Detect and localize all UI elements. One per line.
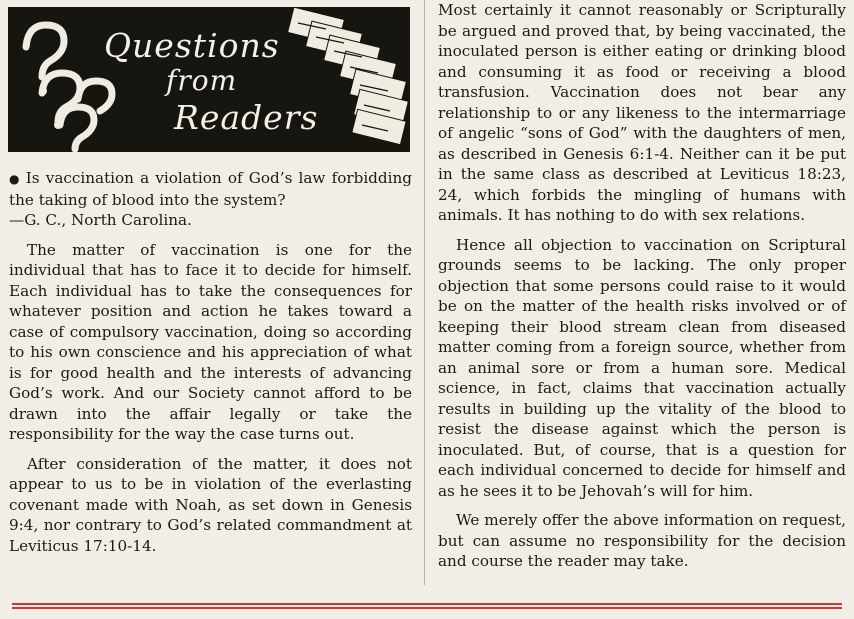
right-column [438,0,846,572]
questions-from-readers-banner [8,7,410,152]
left-column [9,168,412,556]
question-text: Is vaccination a violation of God’s law forbidding the taking of blood into the system? [9,169,412,209]
banner-title-questions: Questions [104,26,280,65]
banner-title-from: from [166,64,238,97]
column-divider [424,0,425,585]
reader-question [9,168,412,231]
answer-paragraph-2: After consideration of the matter, it does not appear to us to be in violation of the everlasting covenant made with Noah, as set down in Genesis 9:4, nor contrary to God’s related commandment at Leviticus 17:10-14. [9,454,412,555]
answer-paragraph-1: The matter of vaccination is one for the individual that has to face it to decide for himself. Each individual has to take the consequences for whatever position and action he takes toward a case of compulsory vaccination, doing so according to his own conscience and his appreciation of what is for good health and the interests of advancing God’s work. And our Society cannot afford to be drawn into the affair legally or take the responsibility for the way the case turns out. [9,240,412,443]
bottom-rule-bottom [12,607,842,609]
question-attribution: —G. C., North Carolina. [9,211,192,229]
bottom-rule-top [12,603,842,605]
banner-title-readers: Readers [174,98,319,137]
answer-paragraph-4: Hence all objection to vaccination on Scriptural grounds seems to be lacking. The only proper objection that some persons could raise to it would be on the matter of the health risks involved or of keeping their blood stream clean from diseased matter coming from a foreign source, whether from an animal sore or from a human sore. Medical science, in fact, claims that vaccination actually results in building up the vitality of the blood to resist the disease against which the person is inoculated. But, of course, that is a question for each individual concerned to decide for himself and as he sees it to be Jehovah’s will for him. [438,235,846,500]
answer-paragraph-3: Most certainly it cannot reasonably or Scripturally be argued and proved that, by being vaccinated, the inoculated person is either eating or drinking blood and consuming it as food or receiving a blood transfusion. Vaccination does not bear any relationship to or any likeness to the intermarriage of angelic “sons of God” with the daughters of men, as described in Genesis 6:1-4. Neither can it be put in the same class as described at Leviticus 18:23, 24, which forbids the mingling of humans with animals. It has nothing to do with sex relations. [438,1,846,224]
bullet-icon: ● [9,172,21,186]
answer-paragraph-5: We merely offer the above information on request, but can assume no responsibility for the decision and course the reader may take. [438,511,846,570]
